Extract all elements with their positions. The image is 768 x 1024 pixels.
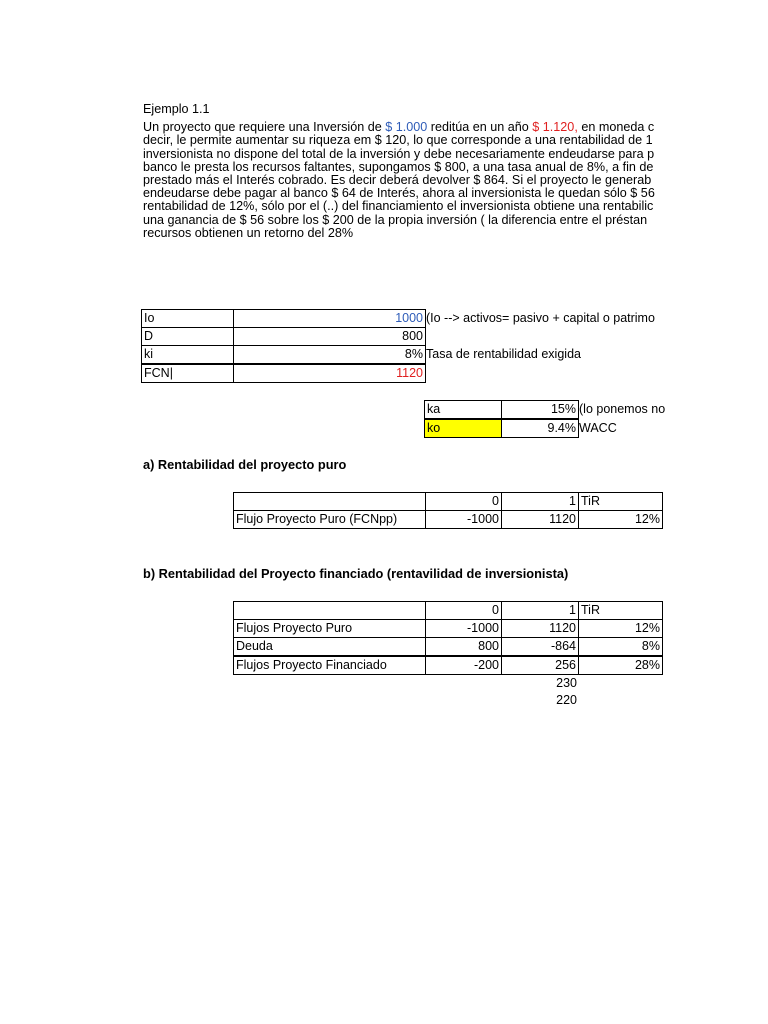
param-label-d[interactable]: D [141,327,234,346]
param-value-d[interactable]: 800 [233,327,426,346]
param-label-fcn[interactable]: FCN| [141,364,234,383]
table-cell[interactable]: 1120 [501,510,579,529]
param-label-io[interactable]: Io [141,309,234,328]
table-cell[interactable]: 28% [578,656,663,675]
example-title: Ejemplo 1.1 [143,103,210,116]
rate-value-ko[interactable]: 9.4% [501,419,579,438]
intro-text [143,103,768,240]
intro-text-fragment: reditúa en un año [427,120,533,135]
header-cell-tir[interactable]: TiR [578,492,663,511]
table-cell[interactable]: 8% [578,637,663,656]
intro-text-fragment: en moneda c [577,120,655,135]
intro-line: prestado más el Interés cobrado. Es decir deberá devolver $ 864. Si el proyecto le generab [143,173,652,188]
param-value-ki[interactable]: 8% [233,345,426,364]
header-cell-tir[interactable]: TiR [578,601,663,620]
table-cell[interactable]: 1120 [501,619,579,638]
intro-line: endeudarse debe pagar al banco $ 64 de Interés, ahora al inversionista le quedan sólo $ 56 [143,186,655,201]
row-label[interactable]: Flujo Proyecto Puro (FCNpp) [233,510,426,529]
table-cell[interactable]: 12% [578,619,663,638]
investment-amount: $ 1.000 [385,120,428,135]
param-value-fcn[interactable]: 1120 [233,364,426,383]
intro-text-fragment: Un proyecto que requiere una Inversión de [143,120,386,135]
header-cell[interactable]: 1 [501,601,579,620]
rate-note-ka: (lo ponemos no [579,402,666,416]
table-cell[interactable]: 12% [578,510,663,529]
row-label[interactable]: Deuda [233,637,426,656]
section-a-heading: a) Rentabilidad del proyecto puro [143,457,347,472]
extra-value[interactable]: 220 [556,693,577,707]
return-amount: $ 1.120, [532,120,578,135]
table-cell[interactable]: -1000 [425,619,502,638]
header-cell[interactable]: 1 [501,492,579,511]
rate-note-ko: WACC [579,421,617,435]
intro-line: banco le presta los recursos faltantes, supongamos $ 800, a una tasa anual de 8%, a fin de [143,159,654,174]
table-cell[interactable]: 256 [501,656,579,675]
extra-value[interactable]: 230 [556,676,577,690]
param-note-io: (Io --> activos= pasivo + capital o patrimo [426,311,655,325]
intro-line: inversionista no dispone del total de la inversión y debe necesariamente endeudarse para p [143,146,655,161]
table-cell[interactable]: -1000 [425,510,502,529]
header-cell[interactable] [233,492,426,511]
header-cell[interactable]: 0 [425,492,502,511]
header-cell[interactable] [233,601,426,620]
row-label[interactable]: Flujos Proyecto Financiado [233,656,426,675]
section-b-heading: b) Rentabilidad del Proyecto financiado (rentavilidad de inversionista) [143,566,569,581]
param-label-ki[interactable]: ki [141,345,234,364]
row-label[interactable]: Flujos Proyecto Puro [233,619,426,638]
header-cell[interactable]: 0 [425,601,502,620]
table-cell[interactable]: -864 [501,637,579,656]
intro-line: rentabilidad de 12%, sólo por el (..) del financiamiento el inversionista obtiene una rentabilic [143,199,654,214]
intro-line: decir, le permite aumentar su riqueza em $ 120, lo que corresponde a una rentabilidad de 1 [143,133,653,148]
param-note-ki: Tasa de rentabilidad exigida [426,347,581,361]
rate-label-ko[interactable]: ko [424,419,502,438]
rate-label-ka[interactable]: ka [424,400,502,419]
table-cell[interactable]: 800 [425,637,502,656]
intro-line: recursos obtienen un retorno del 28% [143,225,354,240]
table-cell[interactable]: -200 [425,656,502,675]
param-value-io[interactable]: 1000 [233,309,426,328]
intro-line: una ganancia de $ 56 sobre los $ 200 de la propia inversión ( la diferencia entre el préstan [143,212,648,227]
rate-value-ka[interactable]: 15% [501,400,579,419]
